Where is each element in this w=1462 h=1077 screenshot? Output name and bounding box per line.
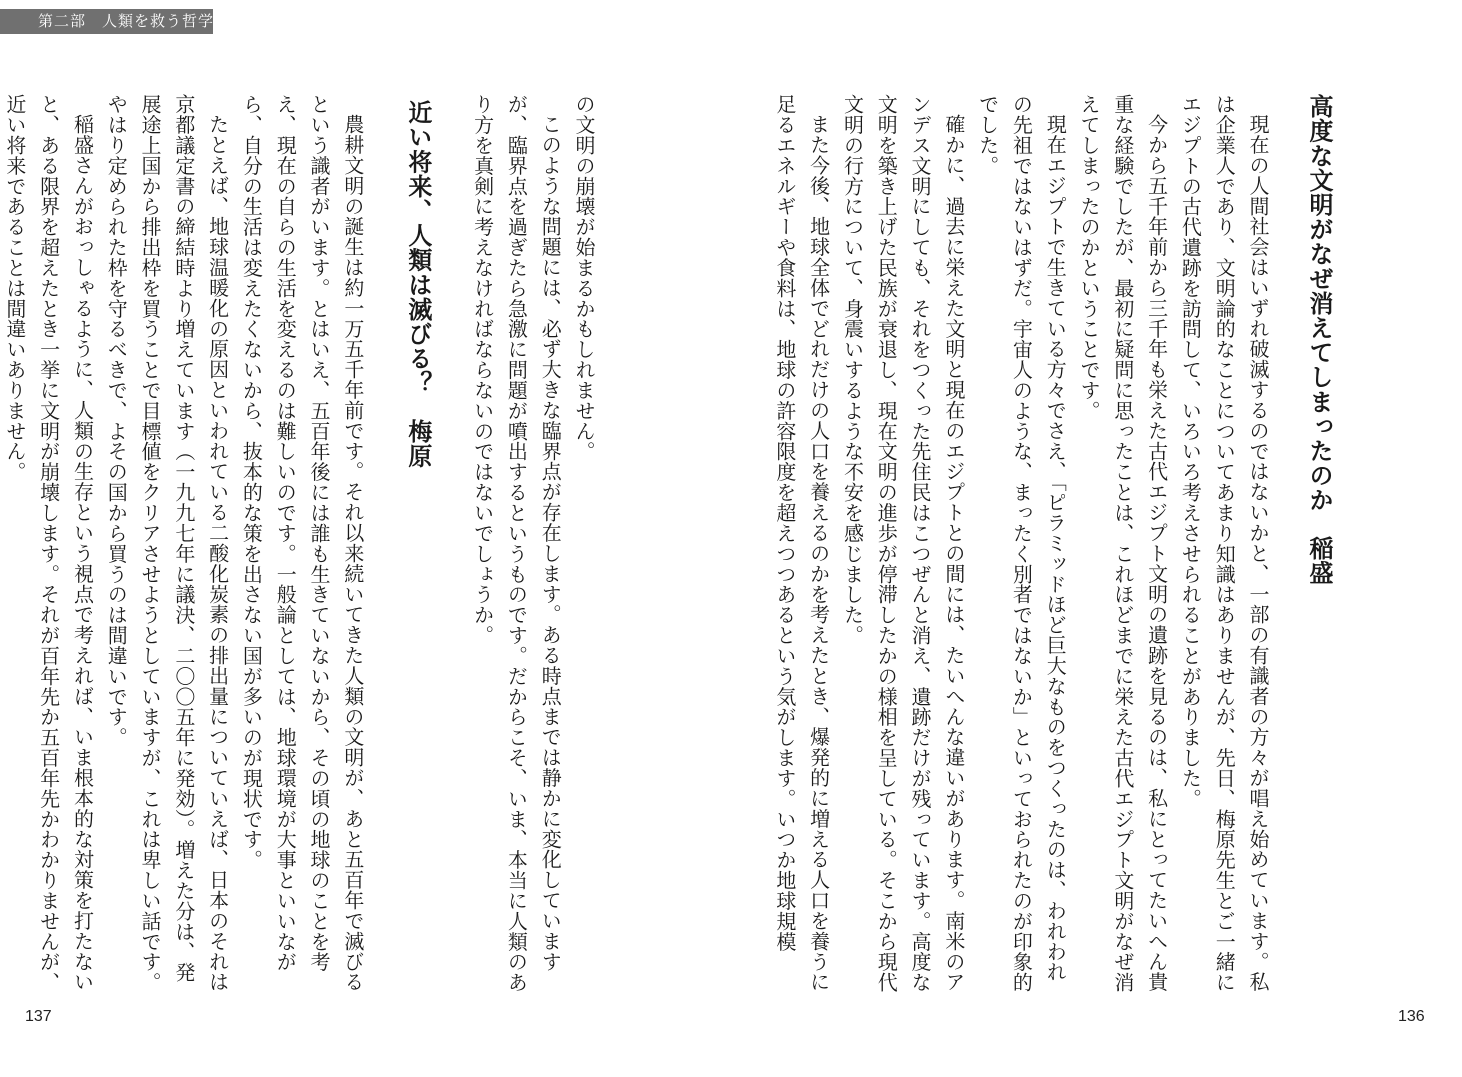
paragraph: 現在の人間社会はいずれ破滅するのではないかと、一部の有識者の方々が唱え始めています。私は企業人であり、文明論的なことについてあまり知識はありませんが、先日、梅原先生とご一緒にエジプトの古代遺跡を訪問して、いろいろ考えさせられることがありました。 bbox=[1178, 94, 1270, 993]
paragraph: たとえば、地球温暖化の原因といわれている二酸化炭素の排出量についていえば、日本のそれは京都議定書の締結時より増えています（一九九七年に議決、二〇〇五年に発効）。増えた分は、発展途上国から排出枠を買うことで目標値をクリアさせようとしていますが、これは卑しい話です。やはり定められた枠を守るべきで、よその国から買うのは間違いです。 bbox=[104, 94, 230, 993]
left-page-body bbox=[2, 94, 600, 994]
paragraph: の文明の崩壊が始まるかもしれません。 bbox=[572, 94, 596, 462]
page-number-right: 136 bbox=[1398, 1008, 1425, 1025]
section-heading-left-text: 近い将来、人類は滅びる？ bbox=[403, 100, 432, 396]
paragraph: 現在エジプトで生きている方々でさえ、「ピラミッドほど巨大なものをつくったのは、われわれの先祖ではないはずだ。宇宙人のような、まったく別者ではないか」といっておられたのが印象的でした。 bbox=[975, 94, 1068, 993]
paragraph: 今から五千年前から三千年も栄えた古代エジプト文明の遺跡を見るのは、私にとってたいへん貴重な経験でしたが、最初に疑問に思ったことは、これほどまでに栄えた古代エジプト文明がなぜ消えてしまったのかということです。 bbox=[1077, 94, 1169, 993]
paragraph: このような問題には、必ず大きな臨界点が存在します。ある時点までは静かに変化していますが、臨界点を過ぎたら急激に問題が噴出するというものです。だからこそ、いま、本当に人類のあり方を真剣に考えなければならないのではないでしょうか。 bbox=[470, 94, 563, 993]
right-page-body bbox=[772, 94, 1336, 994]
paragraph: 確かに、過去に栄えた文明と現在のエジプトとの間には、たいへんな違いがあります。南米のアンデス文明にしても、それをつくった先住民はこつぜんと消え、遺跡だけが残っています。高度な文明を築き上げた民族が衰退し、現在文明の進歩が停滞したかの様相を呈している。そこから現代文明の行方について、身震いするような不安を感じました。 bbox=[840, 94, 966, 993]
paragraph: 農耕文明の誕生は約一万五千年前です。それ以来続いてきた人類の文明が、あと五百年で滅びるという識者がいます。とはいえ、五百年後には誰も生きていないから、その頃の地球のことを考え、現在の自らの生活を変えるのは難しいのです。一般論としては、地球環境が大事といいながら、自分の生活は変えたくないから、抜本的な策を出さない国が多いのが現状です。 bbox=[239, 94, 365, 993]
paragraph: また今後、地球全体でどれだけの人口を養えるのかを考えたとき、爆発的に増える人口を養うに足るエネルギーや食料は、地球の許容限度を超えつつあるという気がします。いつか地球規模 bbox=[772, 94, 831, 993]
section-heading-left bbox=[401, 94, 435, 994]
section-heading-right-text: 高度な文明がなぜ消えてしまったのか bbox=[1305, 94, 1333, 513]
section-heading-right-author: 稲盛 bbox=[1305, 536, 1333, 586]
section-heading-right bbox=[1302, 94, 1336, 994]
section-heading-left-author: 梅原 bbox=[403, 419, 432, 469]
part-label: 第二部 人類を救う哲学 bbox=[0, 9, 213, 34]
paragraph: 稲盛さんがおっしゃるように、人類の生存という視点で考えれば、いま根本的な対策を打たないと、ある限界を超えたとき一挙に文明が崩壊します。それが百年先か五百年先かわかりませんが、近い将来であることは間違いありません。 bbox=[2, 94, 95, 993]
page-number-left: 137 bbox=[25, 1008, 52, 1025]
